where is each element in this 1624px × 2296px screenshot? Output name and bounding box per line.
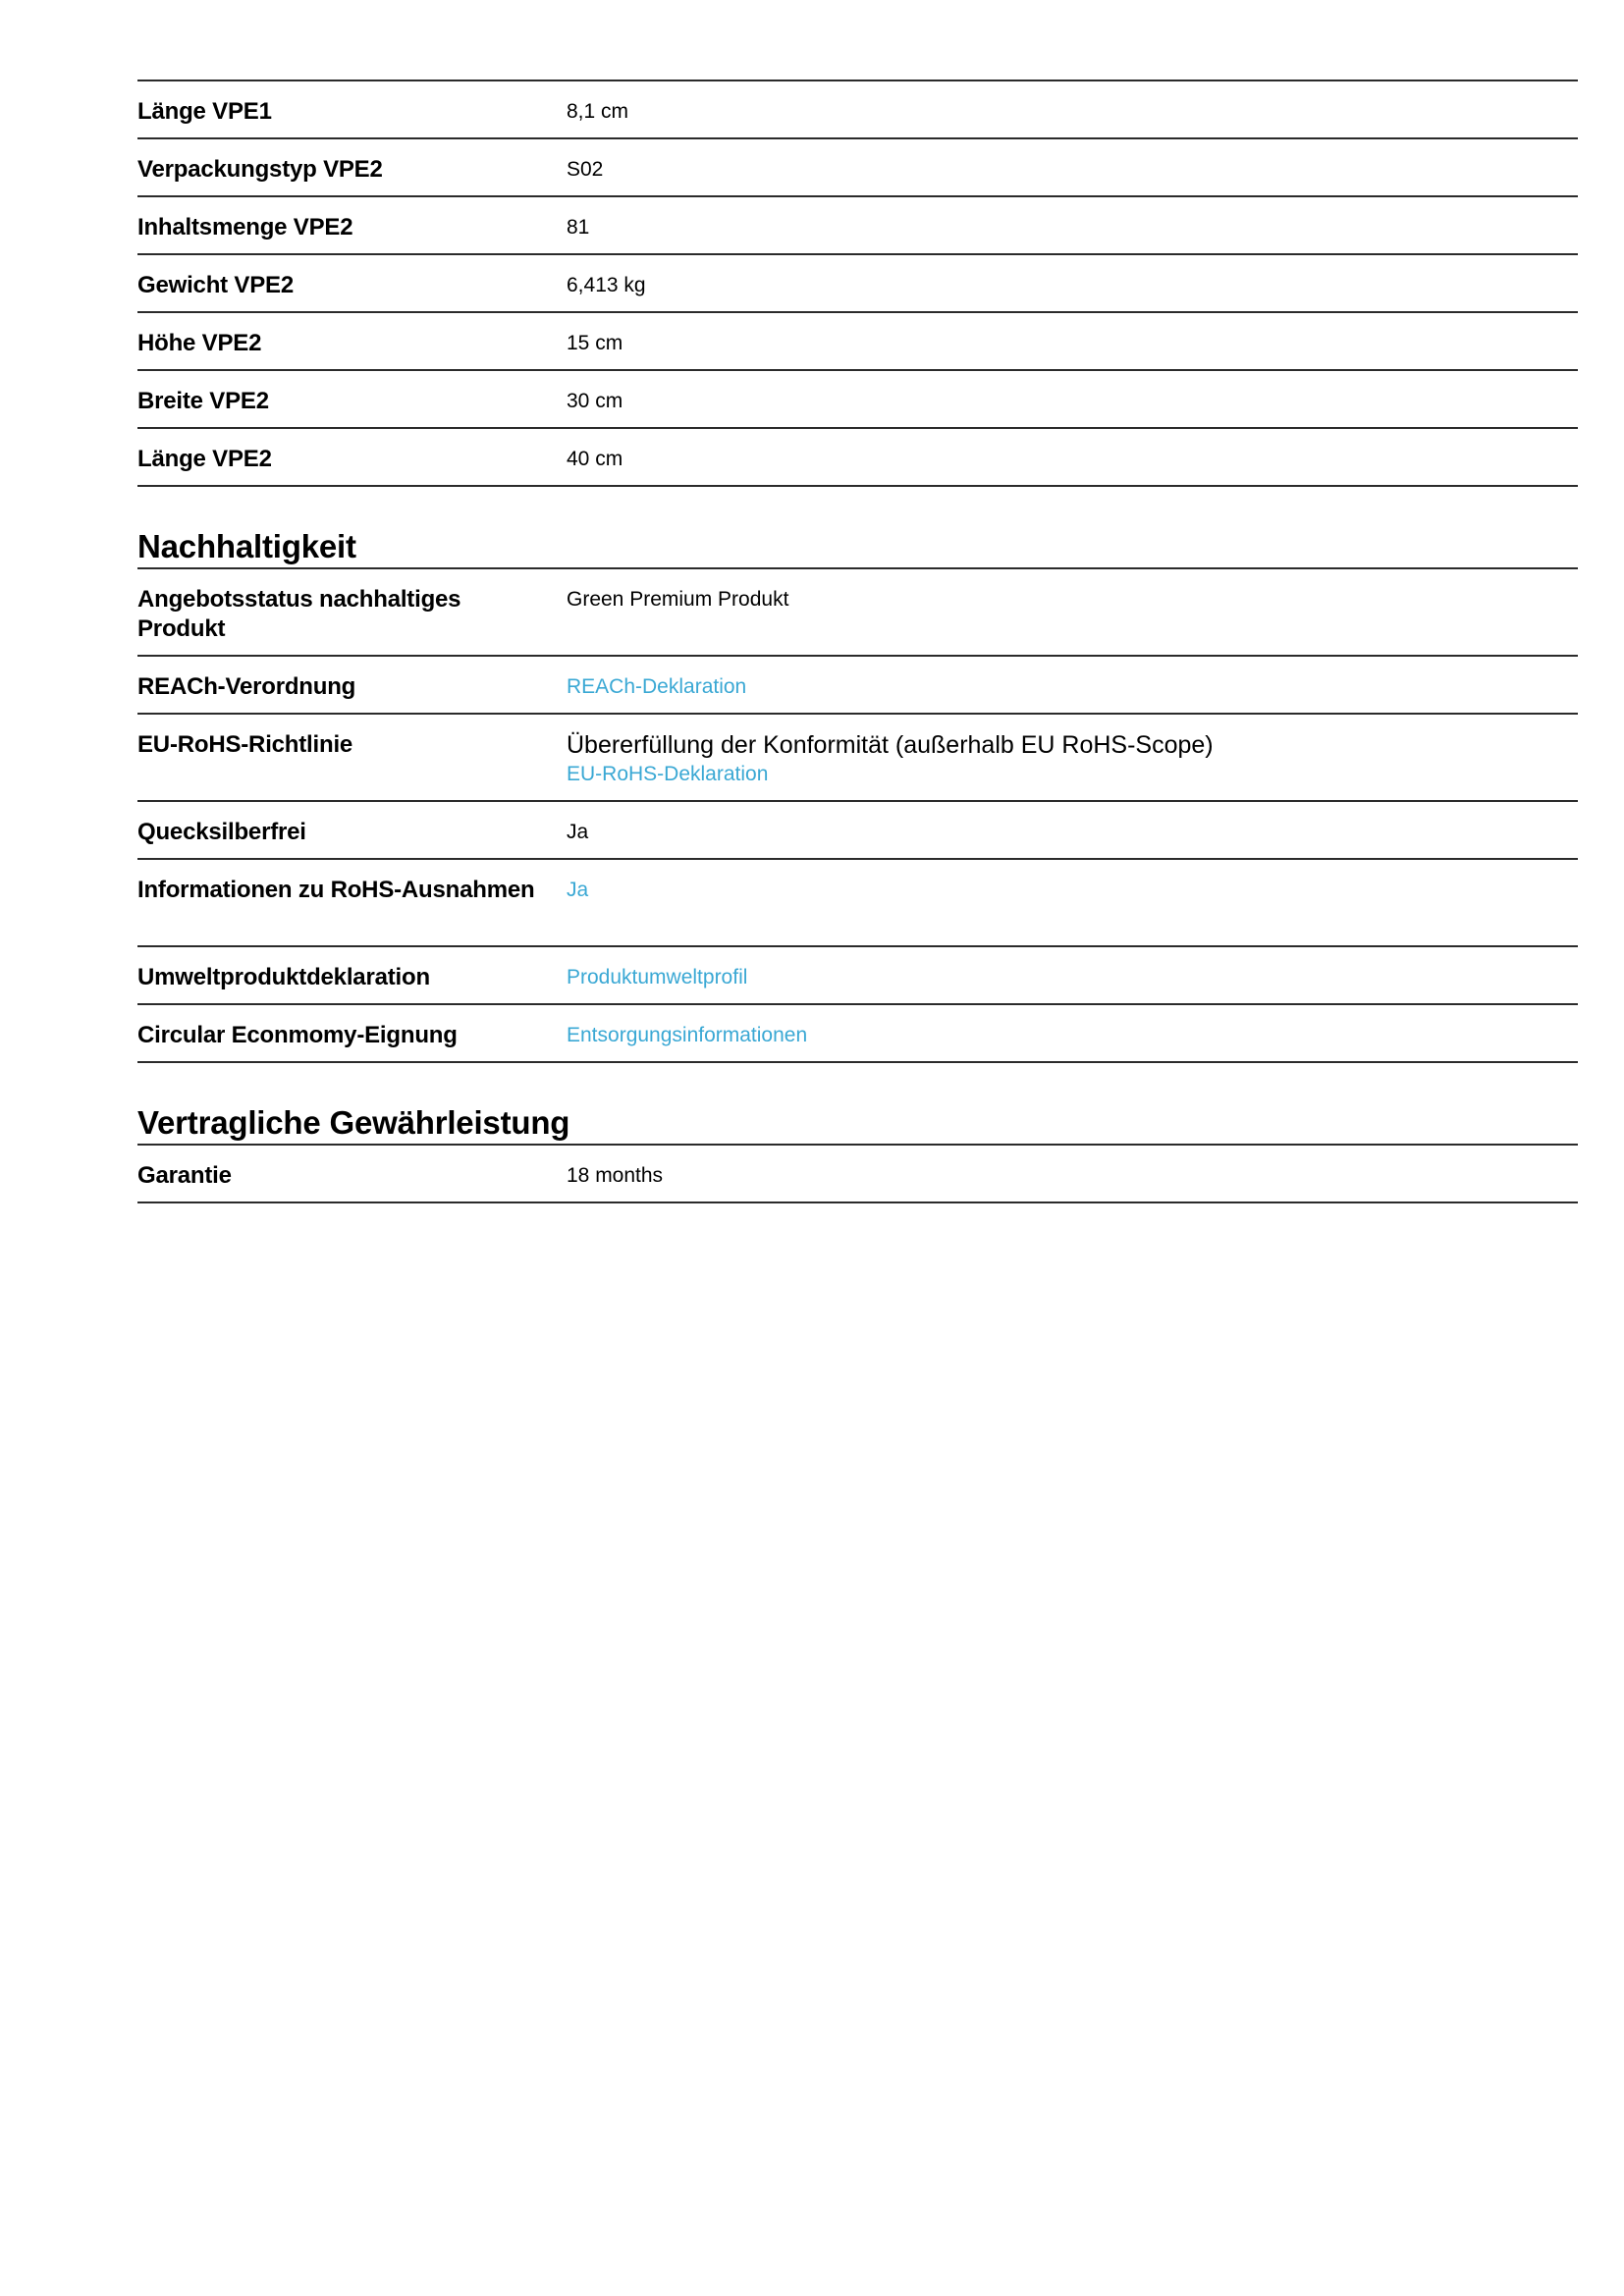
row-value: 40 cm [567, 448, 623, 470]
section-title-sustainability: Nachhaltigkeit [137, 528, 356, 564]
row-label: Höhe VPE2 [137, 330, 262, 356]
disposal-information-link[interactable]: Entsorgungsinformationen [567, 1024, 808, 1046]
row-value: S02 [567, 158, 604, 181]
row-value [567, 672, 1578, 713]
row-label: Umweltproduktdeklaration [137, 964, 430, 990]
row-value: 8,1 cm [567, 100, 629, 123]
row-label: Verpackungstyp VPE2 [137, 156, 383, 183]
table-row [137, 1146, 1578, 1203]
table-row [137, 657, 1578, 715]
row-label: Inhaltsmenge VPE2 [137, 214, 353, 240]
table-row [137, 715, 1578, 802]
row-label: EU-RoHS-Richtlinie [137, 731, 353, 758]
row-label: Informationen zu RoHS-Ausnahmen [137, 877, 535, 903]
packaging-table [137, 80, 1578, 487]
row-value [567, 963, 1578, 1003]
row-label: REACh-Verordnung [137, 673, 356, 700]
table-row [137, 313, 1578, 371]
table-row [137, 802, 1578, 860]
rohs-compliance-text: Übererfüllung der Konformität (außerhalb EU RoHS-Scope) [567, 731, 1214, 759]
table-row [137, 1005, 1578, 1063]
section-title-warranty: Vertragliche Gewährleistung [137, 1104, 570, 1141]
table-row [137, 255, 1578, 313]
row-label: Breite VPE2 [137, 388, 269, 414]
sustainability-table [137, 567, 1578, 1063]
row-value: 6,413 kg [567, 274, 646, 296]
table-row [137, 197, 1578, 255]
table-row [137, 371, 1578, 429]
row-value [567, 876, 1578, 945]
reach-declaration-link[interactable]: REACh-Deklaration [567, 675, 747, 698]
table-row [137, 860, 1578, 947]
rohs-exemptions-link[interactable]: Ja [567, 879, 589, 901]
row-label: Länge VPE2 [137, 446, 272, 472]
row-value: Green Premium Produkt [567, 588, 789, 611]
row-label: Länge VPE1 [137, 98, 272, 125]
eu-rohs-declaration-link[interactable]: EU-RoHS-Deklaration [567, 763, 769, 785]
row-label: Circular Econmomy-Eignung [137, 1022, 458, 1048]
table-row [137, 81, 1578, 139]
row-value [567, 730, 1578, 800]
row-label: Angebotsstatus nachhaltiges Produkt [137, 586, 461, 642]
product-environmental-profile-link[interactable]: Produktumweltprofil [567, 966, 748, 988]
row-label: Quecksilberfrei [137, 819, 306, 845]
row-value: 18 months [567, 1164, 664, 1187]
row-value: Ja [567, 821, 589, 843]
table-row [137, 429, 1578, 487]
section-spacer [137, 1063, 1578, 1091]
table-row [137, 947, 1578, 1005]
warranty-table [137, 1144, 1578, 1203]
row-value: 15 cm [567, 332, 623, 354]
row-label: Gewicht VPE2 [137, 272, 294, 298]
table-row [137, 139, 1578, 197]
table-row [137, 569, 1578, 657]
row-value: 30 cm [567, 390, 623, 412]
section-spacer [137, 487, 1578, 514]
row-label: Garantie [137, 1162, 232, 1189]
spec-page [137, 80, 1578, 1203]
row-value: 81 [567, 216, 590, 239]
row-value [567, 1021, 1578, 1061]
